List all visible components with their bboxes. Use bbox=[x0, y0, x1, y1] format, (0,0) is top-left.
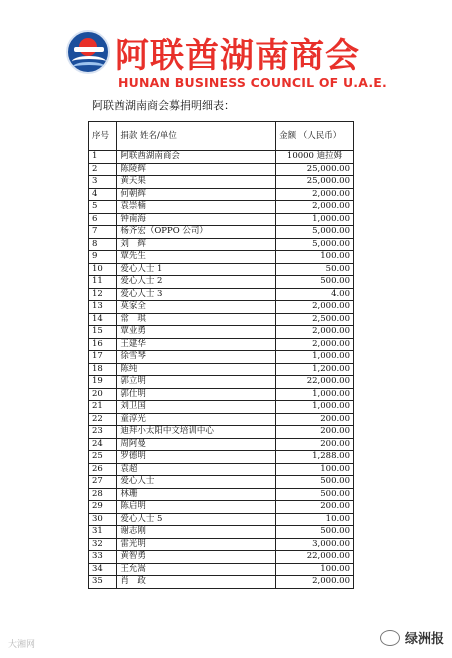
row-no: 26 bbox=[89, 463, 117, 476]
row-name: 何朝辉 bbox=[117, 188, 276, 201]
row-no: 30 bbox=[89, 513, 117, 526]
table-row bbox=[89, 251, 354, 264]
row-no: 24 bbox=[89, 438, 117, 451]
row-name: 王建华 bbox=[117, 338, 276, 351]
row-name: 罗德明 bbox=[117, 451, 276, 464]
row-name: 陈启明 bbox=[117, 501, 276, 514]
row-amount: 500.00 bbox=[276, 488, 354, 501]
row-amount: 1,000.00 bbox=[276, 388, 354, 401]
row-name: 陈纯 bbox=[117, 363, 276, 376]
table-row bbox=[89, 176, 354, 189]
table-row bbox=[89, 538, 354, 551]
donation-table bbox=[88, 121, 354, 589]
row-name: 袁崇楠 bbox=[117, 201, 276, 214]
row-amount: 1,000.00 bbox=[276, 401, 354, 414]
council-title-en: HUNAN BUSINESS COUNCIL OF U.A.E. bbox=[118, 75, 387, 90]
row-amount: 25,000.00 bbox=[276, 176, 354, 189]
row-no: 18 bbox=[89, 363, 117, 376]
row-name: 刘 辉 bbox=[117, 238, 276, 251]
row-no: 32 bbox=[89, 538, 117, 551]
table-row bbox=[89, 488, 354, 501]
row-name: 雷光明 bbox=[117, 538, 276, 551]
table-row bbox=[89, 338, 354, 351]
row-name: 常 琪 bbox=[117, 313, 276, 326]
row-amount: 200.00 bbox=[276, 438, 354, 451]
row-no: 11 bbox=[89, 276, 117, 289]
row-name: 肖 政 bbox=[117, 576, 276, 589]
row-name: 谢志刚 bbox=[117, 526, 276, 539]
table-row bbox=[89, 276, 354, 289]
table-row bbox=[89, 288, 354, 301]
row-no: 22 bbox=[89, 413, 117, 426]
row-amount: 5,000.00 bbox=[276, 226, 354, 239]
row-amount: 10.00 bbox=[276, 513, 354, 526]
council-logo-icon bbox=[66, 30, 110, 74]
row-no: 17 bbox=[89, 351, 117, 364]
watermark-left: 大湘网 bbox=[8, 640, 36, 650]
row-name: 周阿曼 bbox=[117, 438, 276, 451]
table-row bbox=[89, 551, 354, 564]
table-row bbox=[89, 413, 354, 426]
row-no: 1 bbox=[89, 151, 117, 164]
row-amount: 5,000.00 bbox=[276, 238, 354, 251]
table-row bbox=[89, 163, 354, 176]
table-header-row bbox=[89, 122, 354, 151]
row-name: 爱心人士 3 bbox=[117, 288, 276, 301]
table-row bbox=[89, 213, 354, 226]
header-amount: 金额 （人民币） bbox=[276, 122, 354, 151]
row-amount: 1,288.00 bbox=[276, 451, 354, 464]
row-no: 23 bbox=[89, 426, 117, 439]
table-row bbox=[89, 326, 354, 339]
table-row bbox=[89, 376, 354, 389]
table-row bbox=[89, 301, 354, 314]
row-name: 覃业勇 bbox=[117, 326, 276, 339]
row-name: 爱心人士 bbox=[117, 476, 276, 489]
table-row bbox=[89, 463, 354, 476]
row-name: 陈陵辉 bbox=[117, 163, 276, 176]
row-amount: 500.00 bbox=[276, 476, 354, 489]
table-row bbox=[89, 451, 354, 464]
table-row bbox=[89, 526, 354, 539]
row-no: 8 bbox=[89, 238, 117, 251]
row-name: 黄天果 bbox=[117, 176, 276, 189]
row-amount: 500.00 bbox=[276, 276, 354, 289]
row-name: 钟南海 bbox=[117, 213, 276, 226]
row-name: 郭立明 bbox=[117, 376, 276, 389]
row-amount: 100.00 bbox=[276, 251, 354, 264]
row-name: 阿联酋湖南商会 bbox=[117, 151, 276, 164]
row-amount: 2,000.00 bbox=[276, 338, 354, 351]
row-no: 28 bbox=[89, 488, 117, 501]
row-no: 7 bbox=[89, 226, 117, 239]
table-row bbox=[89, 513, 354, 526]
row-name: 杨齐宏（OPPO 公司） bbox=[117, 226, 276, 239]
row-no: 27 bbox=[89, 476, 117, 489]
row-amount: 200.00 bbox=[276, 426, 354, 439]
row-amount: 100.00 bbox=[276, 563, 354, 576]
row-name: 徐雪琴 bbox=[117, 351, 276, 364]
row-amount: 4.00 bbox=[276, 288, 354, 301]
row-amount: 1,000.00 bbox=[276, 213, 354, 226]
row-no: 13 bbox=[89, 301, 117, 314]
row-no: 20 bbox=[89, 388, 117, 401]
table-row bbox=[89, 563, 354, 576]
header-no: 序号 bbox=[89, 122, 117, 151]
row-no: 4 bbox=[89, 188, 117, 201]
row-amount: 1,000.00 bbox=[276, 351, 354, 364]
row-no: 25 bbox=[89, 451, 117, 464]
table-row bbox=[89, 501, 354, 514]
table-row bbox=[89, 188, 354, 201]
row-amount: 2,000.00 bbox=[276, 301, 354, 314]
table-row bbox=[89, 401, 354, 414]
row-amount: 25,000.00 bbox=[276, 163, 354, 176]
watermark-right-text: 绿洲报 bbox=[404, 632, 444, 647]
header-name: 捐款 姓名/单位 bbox=[117, 122, 276, 151]
table-row bbox=[89, 151, 354, 164]
row-no: 35 bbox=[89, 576, 117, 589]
row-no: 34 bbox=[89, 563, 117, 576]
row-no: 12 bbox=[89, 288, 117, 301]
row-amount: 1,200.00 bbox=[276, 363, 354, 376]
row-name: 覃先生 bbox=[117, 251, 276, 264]
row-name: 林珊 bbox=[117, 488, 276, 501]
row-no: 19 bbox=[89, 376, 117, 389]
wechat-icon bbox=[380, 630, 400, 646]
row-no: 9 bbox=[89, 251, 117, 264]
row-no: 21 bbox=[89, 401, 117, 414]
row-name: 童淳光 bbox=[117, 413, 276, 426]
table-row bbox=[89, 426, 354, 439]
row-amount: 200.00 bbox=[276, 413, 354, 426]
row-no: 5 bbox=[89, 201, 117, 214]
row-no: 29 bbox=[89, 501, 117, 514]
row-name: 郭仕明 bbox=[117, 388, 276, 401]
row-no: 10 bbox=[89, 263, 117, 276]
row-name: 刘卫国 bbox=[117, 401, 276, 414]
watermark-right bbox=[380, 628, 444, 647]
row-amount: 2,000.00 bbox=[276, 188, 354, 201]
row-no: 16 bbox=[89, 338, 117, 351]
row-name: 迪拜小太阳中文培训中心 bbox=[117, 426, 276, 439]
row-amount: 100.00 bbox=[276, 463, 354, 476]
table-row bbox=[89, 388, 354, 401]
row-name: 王允嵩 bbox=[117, 563, 276, 576]
row-name: 爱心人士 1 bbox=[117, 263, 276, 276]
row-name: 黄智勇 bbox=[117, 551, 276, 564]
row-name: 袁超 bbox=[117, 463, 276, 476]
table-caption: 阿联酋湖南商会募捐明细表： bbox=[92, 99, 235, 112]
row-no: 14 bbox=[89, 313, 117, 326]
table-row bbox=[89, 226, 354, 239]
row-no: 15 bbox=[89, 326, 117, 339]
table-row bbox=[89, 476, 354, 489]
row-amount: 2,000.00 bbox=[276, 576, 354, 589]
row-amount: 2,500.00 bbox=[276, 313, 354, 326]
row-amount: 500.00 bbox=[276, 526, 354, 539]
row-name: 爱心人士 2 bbox=[117, 276, 276, 289]
table-row bbox=[89, 576, 354, 589]
row-no: 6 bbox=[89, 213, 117, 226]
table-row bbox=[89, 201, 354, 214]
row-amount: 200.00 bbox=[276, 501, 354, 514]
row-amount: 22,000.00 bbox=[276, 376, 354, 389]
row-amount: 22,000.00 bbox=[276, 551, 354, 564]
row-name: 莫家全 bbox=[117, 301, 276, 314]
table-row bbox=[89, 363, 354, 376]
table-row bbox=[89, 313, 354, 326]
row-no: 33 bbox=[89, 551, 117, 564]
row-amount: 2,000.00 bbox=[276, 326, 354, 339]
table-row bbox=[89, 351, 354, 364]
table-row bbox=[89, 263, 354, 276]
table-row bbox=[89, 438, 354, 451]
row-amount: 2,000.00 bbox=[276, 201, 354, 214]
row-name: 爱心人士 5 bbox=[117, 513, 276, 526]
row-amount: 3,000.00 bbox=[276, 538, 354, 551]
row-amount: 50.00 bbox=[276, 263, 354, 276]
table-row bbox=[89, 238, 354, 251]
row-no: 3 bbox=[89, 176, 117, 189]
council-title-cn: 阿联酋湖南商会 bbox=[115, 36, 360, 76]
row-no: 31 bbox=[89, 526, 117, 539]
row-amount: 10000 迪拉姆 bbox=[276, 151, 354, 164]
row-no: 2 bbox=[89, 163, 117, 176]
